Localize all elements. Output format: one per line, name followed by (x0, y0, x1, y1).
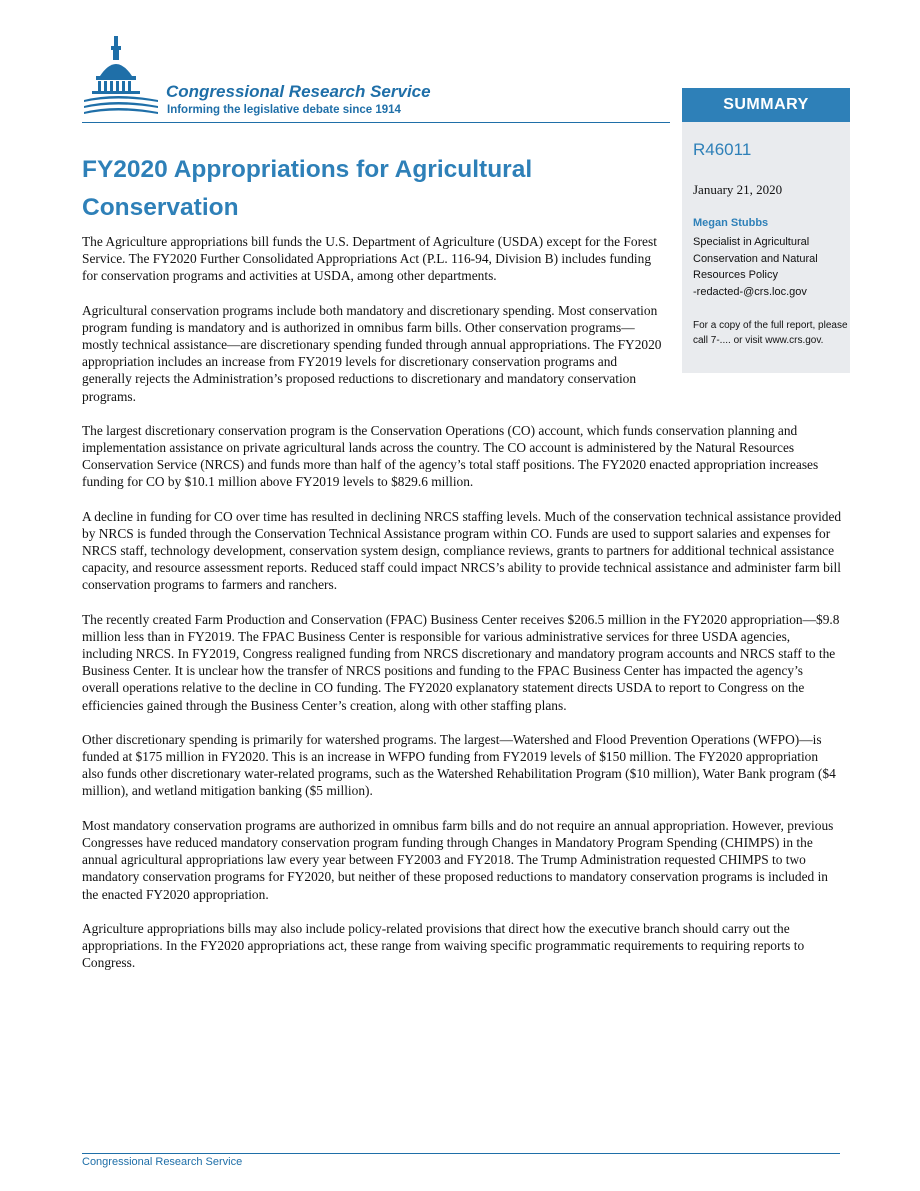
body-paragraph: Other discretionary spending is primarily for watershed programs. The largest—Watershed and Flood Prevention Operations (WFPO)—is funded at $175 million in FY2020. This is an increase in WFPO funding from FY2019 levels of $150 million. The FY2020 appropriation also funds other discretionary water-related programs, such as the Watershed Rehabilitation Program ($10 million), Water Bank program ($4 million), and wetland mitigation banking ($5 million). (82, 731, 836, 799)
author-email[interactable]: -redacted-@crs.loc.gov (693, 285, 807, 298)
report-number: R46011 (693, 140, 752, 159)
author-title-line: Conservation and Natural (693, 252, 818, 265)
body-paragraph: The largest discretionary conservation program is the Conservation Operations (CO) account, which funds conservation planning and implementation assistance on private agricultural lands across the country. The CO account is administered by the Natural Resources Conservation Service (NRCS) and funds more than half of the agency’s total staff positions. The FY2020 enacted appropriation increases funding for CO by $10.1 million above FY2019 levels to $829.6 million. (82, 422, 819, 490)
author-title-line: Resources Policy (693, 269, 778, 281)
document-title: FY2020 Appropriations for Agricultural Conservation (82, 156, 533, 221)
footer-divider (82, 1153, 840, 1154)
summary-body (82, 233, 842, 988)
body-paragraph: Agriculture appropriations bills may also include policy-related provisions that direct how the executive branch should carry out the appropriations. In the FY2020 appropriations act, these range from waiving specific programmatic requirements to requiring reports to Congress. (82, 920, 805, 971)
capitol-dome-icon (82, 34, 160, 120)
report-date: January 21, 2020 (693, 182, 783, 197)
body-paragraph: A decline in funding for CO over time has resulted in declining NRCS staffing levels. Much of the conservation technical assistance provided by NRCS is funded through the Conservation Technical Assistance program within CO. Funds are used to support salaries and expenses for NRCS staff, technology development, conservation system design, compliance reviews, grants to partners for additional technical assistance capacity, and resource assessment reports. Reduced staff could impact NRCS’s ability to provide technical assistance and administer farm bill conservation programs to farmers and ranchers. (82, 508, 842, 593)
copy-note: For a copy of the full report, please call 7-.... or visit www.crs.gov. (693, 320, 848, 346)
sidebar-spacer (666, 233, 842, 385)
org-name: Congressional Research Service (166, 82, 431, 101)
body-paragraph: Agricultural conservation programs include both mandatory and discretionary spending. Most conservation program funding is mandatory and is authorized in omnibus farm bills. Other conservation programs—mostly technical assistance—are discretionary spending funded through annual appropriations. The FY2020 appropriation includes an increase from FY2019 levels for discretionary conservation programs and generally rejects the Administration’s proposed reductions to discretionary and mandatory conservation programs. (82, 302, 662, 404)
footer-text: Congressional Research Service (82, 1156, 243, 1168)
crs-logo (82, 34, 482, 124)
sidebar-heading: SUMMARY (682, 88, 850, 122)
author-name: Megan Stubbs (693, 217, 769, 229)
header-divider (82, 122, 670, 123)
org-tagline: Informing the legislative debate since 1914 (167, 104, 401, 116)
author-title-line: Specialist in Agricultural (693, 236, 810, 248)
body-paragraph: The recently created Farm Production and Conservation (FPAC) Business Center receives $206.5 million in the FY2020 appropriation—$9.8 million less than in FY2019. The FPAC Business Center is responsible for various administrative services for three USDA agencies, including NRCS. In FY2019, Congress realigned funding from NRCS discretionary and mandatory program accounts and NRCS staff to the Business Center. It is unclear how the transfer of NRCS positions and funding to the FPAC Business Center has impacted the agency’s overall operations relative to the decline in CO funding. The FY2020 explanatory statement directs USDA to report to Congress on the efficiencies gained through the Business Center’s creation, along with other staffing plans. (82, 611, 840, 713)
body-paragraph: The Agriculture appropriations bill funds the U.S. Department of Agriculture (USDA) except for the Forest Service. The FY2020 Further Consolidated Appropriations Act (P.L. 116-94, Division B) includes funding for conservation programs and activities at USDA, among other departments. (82, 234, 657, 284)
body-paragraph: Most mandatory conservation programs are authorized in omnibus farm bills and do not require an annual appropriation. However, previous Congresses have reduced mandatory conservation program funding through Changes in Mandatory Program Spending (CHIMPS) in the annual agricultural appropriations law every year between FY2003 and FY2018. The Trump Administration requested CHIMPS to two mandatory conservation programs for FY2020, but neither of these proposed reductions to mandatory conservation programs is included in the enacted FY2020 appropriation. (82, 817, 834, 902)
